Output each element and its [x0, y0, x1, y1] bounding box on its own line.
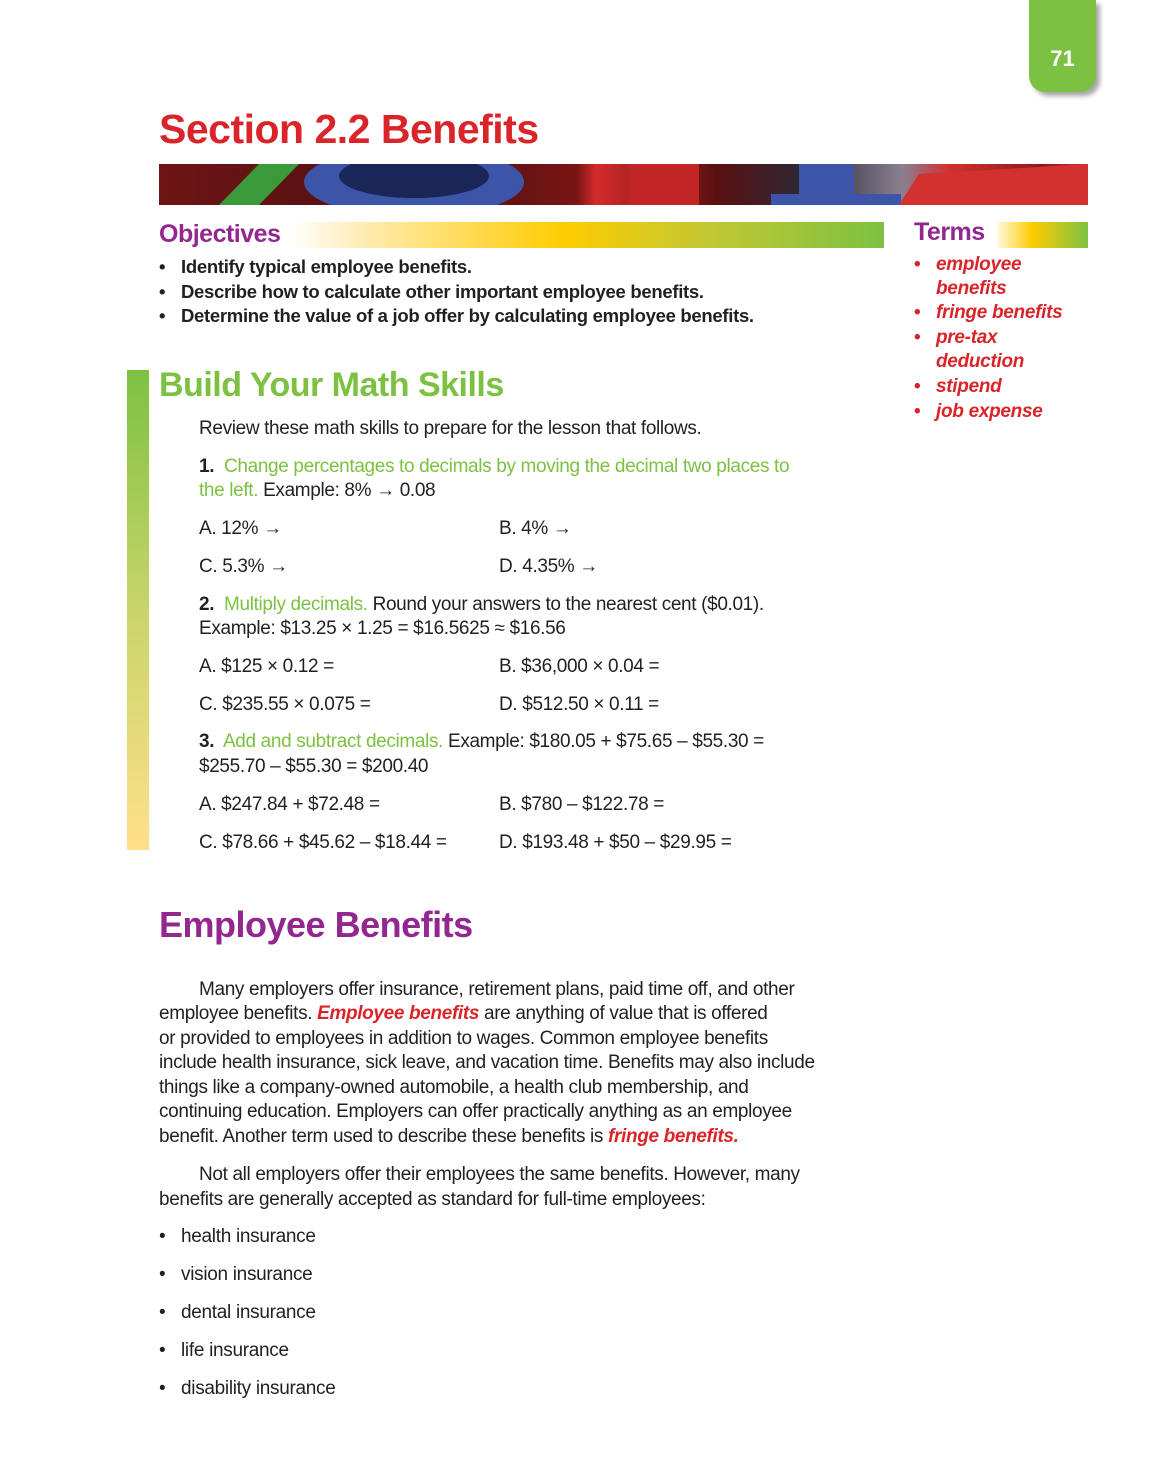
problem-1-instruction: 1. Change percentages to decimals by moving the decimal two places to [199, 456, 790, 477]
paragraph-line: Not all employers offer their employees the same benefits. However, many [199, 1164, 800, 1185]
page-number: 71 [1050, 46, 1075, 71]
paragraph-line: continuing education. Employers can offer practically anything as an employee [159, 1101, 792, 1122]
problem-1a: A. 12% → [199, 518, 282, 539]
problem-3-example: $255.70 – $55.30 = $200.40 [199, 756, 429, 777]
problem-2-instruction: 2. Multiply decimals. Round your answers to the nearest cent ($0.01). [199, 594, 764, 615]
objectives-heading: Objectives [159, 220, 294, 249]
employee-benefits-heading: Employee Benefits [159, 904, 473, 945]
problem-3a: A. $247.84 + $72.48 = [199, 794, 380, 815]
paragraph-line: include health insurance, sick leave, and vacation time. Benefits may also include [159, 1052, 815, 1073]
problem-1b: B. 4% → [499, 518, 572, 539]
paragraph-line: Many employers offer insurance, retirement plans, paid time off, and other [199, 979, 795, 1000]
section-banner-image [159, 164, 1088, 205]
problem-2a: A. $125 × 0.12 = [199, 656, 334, 677]
problem-1c: C. 5.3% → [199, 556, 288, 577]
problem-2b: B. $36,000 × 0.04 = [499, 656, 660, 677]
problem-1-example: the left. Example: 8% → 0.08 [199, 480, 436, 501]
section-title: Section 2.2 Benefits [159, 106, 539, 152]
problem-3c: C. $78.66 + $45.62 – $18.44 = [199, 832, 447, 853]
problem-2-example: Example: $13.25 × 1.25 = $16.5625 ≈ $16.56 [199, 618, 566, 639]
benefit-list-item: • dental insurance [159, 1302, 316, 1323]
term-pre-tax-deduction-cont: deduction [936, 351, 1025, 372]
math-skills-intro: Review these math skills to prepare for the lesson that follows. [199, 418, 702, 439]
benefit-list-item: • life insurance [159, 1340, 289, 1361]
math-skills-heading: Build Your Math Skills [159, 366, 504, 404]
problem-3b: B. $780 – $122.78 = [499, 794, 665, 815]
paragraph-line: benefit. Another term used to describe these benefits is fringe benefits. [159, 1126, 739, 1147]
benefit-list-item: • disability insurance [159, 1378, 336, 1399]
objective-text: Describe how to calculate other important employee benefits. [181, 281, 704, 302]
objective-text: Determine the value of a job offer by calculating employee benefits. [181, 305, 754, 326]
problem-3-instruction: 3. Add and subtract decimals. Example: $180.05 + $75.65 – $55.30 = [199, 731, 764, 752]
terms-heading: Terms [914, 218, 997, 247]
term-employee-benefits: • employee [914, 254, 1022, 275]
problem-3d: D. $193.48 + $50 – $29.95 = [499, 832, 732, 853]
numbers-banner-graphic [159, 164, 1088, 205]
term-pre-tax-deduction: • pre-tax [914, 327, 998, 348]
term-fringe-benefits-inline: fringe benefits. [608, 1126, 739, 1147]
paragraph-line: or provided to employees in addition to wages. Common employee benefits [159, 1028, 768, 1049]
objective-item: • Identify typical employee benefits. [159, 256, 472, 277]
paragraph-line: things like a company-owned automobile, a health club membership, and [159, 1077, 749, 1098]
problem-2c: C. $235.55 × 0.075 = [199, 694, 371, 715]
term-fringe-benefits: • fringe benefits [914, 302, 1063, 323]
math-skills-side-bar [127, 370, 149, 850]
term-employee-benefits-inline: Employee benefits [317, 1003, 480, 1024]
benefit-list-item: • vision insurance [159, 1264, 313, 1285]
benefit-list-item: • health insurance [159, 1226, 316, 1247]
problem-1d: D. 4.35% → [499, 556, 598, 577]
problem-2d: D. $512.50 × 0.11 = [499, 694, 659, 715]
term-job-expense: • job expense [914, 401, 1043, 422]
term-stipend: • stipend [914, 376, 1002, 397]
paragraph-line: benefits are generally accepted as standard for full-time employees: [159, 1189, 706, 1210]
objective-item: • Determine the value of a job offer by calculating employee benefits. [159, 305, 754, 326]
objective-item: • Describe how to calculate other important employee benefits. [159, 281, 704, 302]
objective-text: Identify typical employee benefits. [181, 256, 472, 277]
paragraph-line: employee benefits. Employee benefits are anything of value that is offered [159, 1003, 768, 1024]
term-employee-benefits-cont: benefits [936, 278, 1007, 299]
